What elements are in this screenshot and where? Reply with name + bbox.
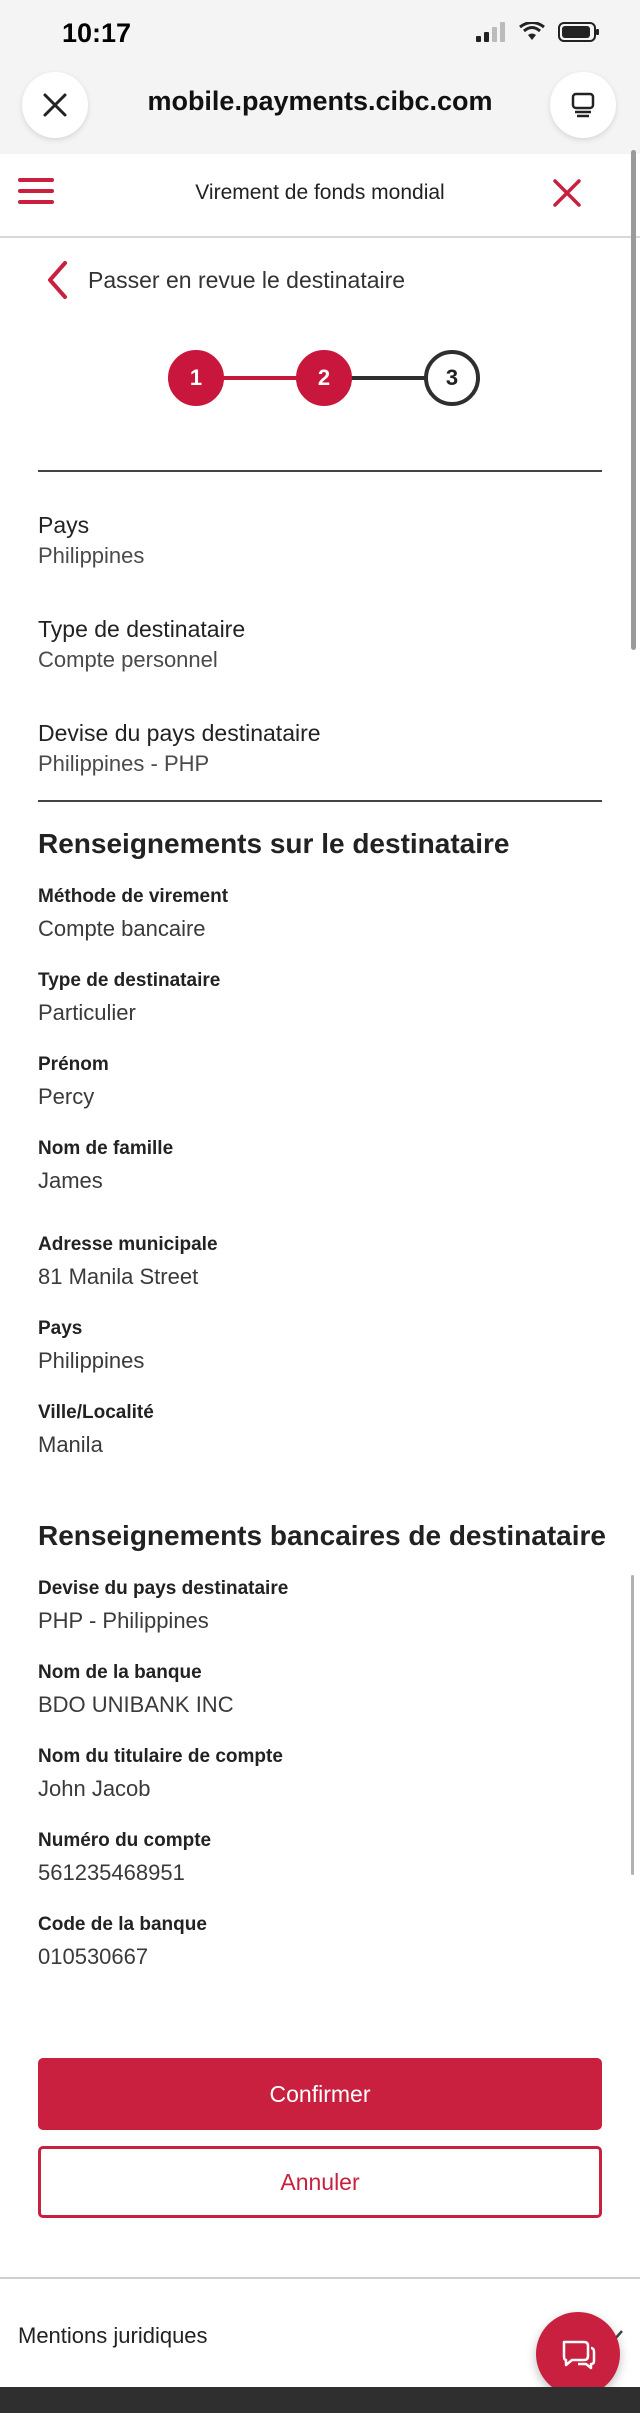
field-label: Devise du pays destinataire — [38, 720, 321, 746]
recipient-section-title: Renseignements sur le destinataire — [38, 828, 510, 859]
divider — [38, 470, 602, 472]
chevron-left-icon — [46, 260, 68, 300]
app-header — [0, 154, 640, 238]
back-link[interactable] — [46, 260, 405, 300]
scrollbar[interactable] — [631, 150, 636, 650]
field-label: Nom de la banque — [38, 1662, 202, 1683]
field-value: Manila — [38, 1432, 103, 1457]
field-label: Type de destinataire — [38, 970, 221, 991]
field-value: Compte personnel — [38, 647, 218, 672]
status-time: 10:17 — [62, 18, 132, 48]
tabs-icon — [569, 91, 597, 119]
step-1: 1 — [168, 350, 224, 406]
divider — [38, 800, 602, 802]
detail-city — [38, 1402, 598, 1458]
status-icons — [476, 22, 600, 42]
chat-button[interactable] — [536, 2312, 620, 2396]
field-value: BDO UNIBANK INC — [38, 1692, 234, 1717]
field-label: Type de destinataire — [38, 616, 246, 642]
field-label: Nom de famille — [38, 1138, 174, 1159]
detail-bank-code — [38, 1914, 598, 1970]
detail-account-holder — [38, 1746, 598, 1802]
detail-bank-name — [38, 1662, 598, 1718]
field-label: Ville/Localité — [38, 1402, 154, 1423]
confirm-button[interactable]: Confirmer — [38, 2058, 602, 2130]
field-value: Percy — [38, 1084, 95, 1109]
detail-recipient-type — [38, 970, 598, 1026]
header-close-button[interactable] — [552, 178, 582, 213]
field-value: Compte bancaire — [38, 916, 206, 941]
detail-transfer-method — [38, 886, 598, 942]
step-3: 3 — [424, 350, 480, 406]
detail-bank-currency — [38, 1578, 598, 1634]
summary-recipient-type — [38, 616, 598, 673]
field-label: Code de la banque — [38, 1914, 207, 1935]
close-icon — [552, 178, 582, 208]
field-label: Adresse municipale — [38, 1234, 218, 1255]
step-2: 2 — [296, 350, 352, 406]
summary-currency — [38, 720, 598, 777]
detail-last-name — [38, 1138, 598, 1194]
field-label: Méthode de virement — [38, 886, 229, 907]
field-value: 561235468951 — [38, 1860, 185, 1885]
browser-bar — [0, 62, 640, 154]
field-label: Pays — [38, 512, 90, 538]
browser-tabs-button[interactable] — [550, 72, 616, 138]
field-value: Philippines - PHP — [38, 751, 210, 776]
signal-icon — [476, 22, 506, 42]
detail-first-name — [38, 1054, 598, 1110]
field-label: Numéro du compte — [38, 1830, 212, 1851]
field-label: Devise du pays destinataire — [38, 1578, 289, 1599]
back-link-label: Passer en revue le destinataire — [88, 266, 406, 293]
scrollbar-secondary[interactable] — [631, 1575, 634, 1875]
progress-stepper — [168, 350, 472, 406]
field-value: PHP - Philippines — [38, 1608, 209, 1633]
field-value: 010530667 — [38, 1944, 149, 1969]
summary-country — [38, 512, 598, 569]
status-bar — [0, 0, 640, 62]
legal-notices-link[interactable]: Mentions juridiques — [18, 2323, 208, 2348]
detail-country — [38, 1318, 598, 1374]
field-label: Pays — [38, 1318, 83, 1339]
detail-account-number — [38, 1830, 598, 1886]
page-title: Virement de fonds mondial — [195, 181, 445, 204]
battery-icon — [558, 22, 600, 42]
bottom-bar — [0, 2387, 640, 2413]
bank-section-title: Renseignements bancaires de destinataire — [38, 1520, 606, 1551]
field-value: John Jacob — [38, 1776, 151, 1801]
detail-street-address — [38, 1234, 598, 1290]
field-value: 81 Manila Street — [38, 1264, 199, 1289]
cancel-button[interactable]: Annuler — [38, 2146, 602, 2218]
chat-icon — [558, 2334, 598, 2374]
url-bar[interactable]: mobile.payments.cibc.com — [147, 86, 493, 116]
field-value: James — [38, 1168, 103, 1193]
field-value: Particulier — [38, 1000, 136, 1025]
wifi-icon — [518, 22, 546, 42]
field-value: Philippines — [38, 1348, 145, 1373]
field-value: Philippines — [38, 543, 145, 568]
field-label: Nom du titulaire de compte — [38, 1746, 283, 1767]
field-label: Prénom — [38, 1054, 109, 1075]
